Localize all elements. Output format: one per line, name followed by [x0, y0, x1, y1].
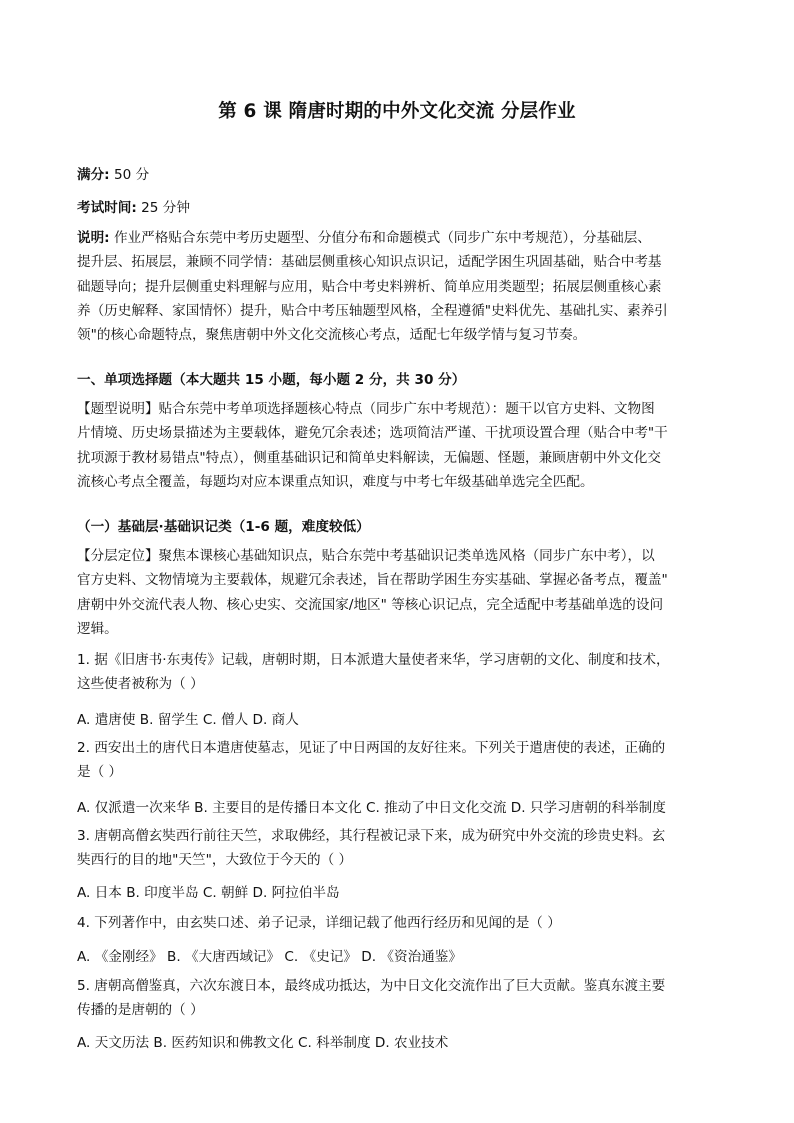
section-intro: [77, 397, 717, 494]
subsection-intro-line: 【分层定位】聚焦本课核心基础知识点，贴合东莞中考基础识记类单选风格（同步广东中考），以: [77, 548, 655, 564]
instructions-line: 养（历史解释、家国情怀）提升，贴合中考压轴题型风格，全程遵循"史料优先、基础扎实、素养引: [77, 302, 668, 319]
question-4-stem: [77, 911, 717, 935]
question-5-options: A. 天文历法 B. 医药知识和佛教文化 C. 科举制度 D. 农业技术: [77, 1035, 449, 1051]
question-stem-line: 5. 唐朝高僧鉴真，六次东渡日本，最终成功抵达，为中日文化交流作出了巨大贡献。鉴真东渡主要: [77, 978, 666, 994]
instructions-line: 说明: 作业严格贴合东莞中考历史题型、分值分布和命题模式（同步广东中考规范），分基础层、: [77, 230, 651, 246]
exam-time-label: 考试时间:: [77, 200, 137, 216]
question-2-options: A. 仅派遣一次来华 B. 主要目的是传播日本文化 C. 推动了中日文化交流 D. 只学习唐朝的科举制度: [77, 800, 666, 816]
question-stem-line: 是（ ）: [77, 764, 123, 781]
instructions-paragraph: [77, 226, 717, 347]
question-stem-line: 2. 西安出土的唐代日本遣唐使墓志，见证了中日两国的友好往来。下列关于遣唐使的表述，正确的: [77, 740, 666, 756]
subsection-intro-line: 官方史料、文物情境为主要载体，规避冗余表述，旨在帮助学困生夯实基础、掌握必备考点，覆盖": [77, 572, 668, 589]
section-intro-line: 扰项源于教材易错点"特点），侧重基础识记和简单史料解读，无偏题、怪题，兼顾唐朝中外文化交: [77, 449, 661, 466]
subsection-intro-line: 唐朝中外交流代表人物、核心史实、交流国家/地区" 等核心识记点，完全适配中考基础单选的设问: [77, 596, 664, 613]
exam-time-value: 25 分钟: [136, 200, 190, 216]
section-heading: 一、单项选择题（本大题共 15 小题，每小题 2 分，共 30 分）: [77, 372, 466, 388]
question-1-options: A. 遣唐使 B. 留学生 C. 僧人 D. 商人: [77, 712, 299, 728]
question-1-stem: [77, 648, 717, 697]
question-2-stem: [77, 736, 717, 785]
subsection-intro-line: 逻辑。: [77, 620, 118, 637]
subsection-intro: [77, 544, 717, 641]
question-4-options: A. 《金刚经》 B. 《大唐西域记》 C. 《史记》 D. 《资治通鉴》: [77, 949, 462, 965]
full-score-line: [77, 163, 149, 183]
question-stem-line: 3. 唐朝高僧玄奘西行前往天竺，求取佛经，其行程被记录下来，成为研究中外交流的珍贵史料。玄: [77, 828, 666, 844]
question-stem-line: 1. 据《旧唐书·东夷传》记载，唐朝时期，日本派遣大量使者来华，学习唐朝的文化、制度和技术，: [77, 652, 670, 668]
section-intro-line: 片情境、历史场景描述为主要载体，避免冗余表述；选项简洁严谨、干扰项设置合理（贴合中考"干: [77, 425, 668, 442]
question-stem-line: 4. 下列著作中，由玄奘口述、弟子记录，详细记载了他西行经历和见闻的是（ ）: [77, 915, 561, 931]
question-stem-line: 传播的是唐朝的（ ）: [77, 1002, 204, 1019]
question-3-stem: [77, 824, 717, 873]
instructions-line: 领"的核心命题特点，聚焦唐朝中外文化交流核心考点，适配七年级学情与复习节奏。: [77, 327, 587, 344]
instructions-label: 说明:: [77, 230, 110, 246]
question-stem-line: 奘西行的目的地"天竺"，大致位于今天的（ ）: [77, 852, 353, 869]
question-5-stem: [77, 974, 717, 1023]
document-title: 第 6 课 隋唐时期的中外文化交流 分层作业: [218, 101, 576, 122]
exam-time-line: [77, 196, 190, 216]
instructions-line: 提升层、拓展层，兼顾不同学情：基础层侧重核心知识点识记，适配学困生巩固基础，贴合中考基: [77, 254, 662, 271]
instructions-line: 础题导向；提升层侧重史料理解与应用，贴合中考史料辨析、简单应用类题型；拓展层侧重核心素: [77, 278, 662, 295]
question-stem-line: 这些使者被称为（ ）: [77, 676, 204, 693]
section-intro-line: 【题型说明】贴合东莞中考单项选择题核心特点（同步广东中考规范）：题干以官方史料、文物图: [77, 401, 655, 417]
full-score-value: 50 分: [109, 167, 150, 183]
question-3-options: A. 日本 B. 印度半岛 C. 朝鲜 D. 阿拉伯半岛: [77, 885, 340, 901]
subsection-heading: （一）基础层·基础识记类（1-6 题，难度较低）: [77, 519, 370, 535]
section-intro-line: 流核心考点全覆盖，每题均对应本课重点知识，难度与中考七年级基础单选完全匹配。: [77, 473, 594, 490]
full-score-label: 满分:: [77, 167, 110, 183]
